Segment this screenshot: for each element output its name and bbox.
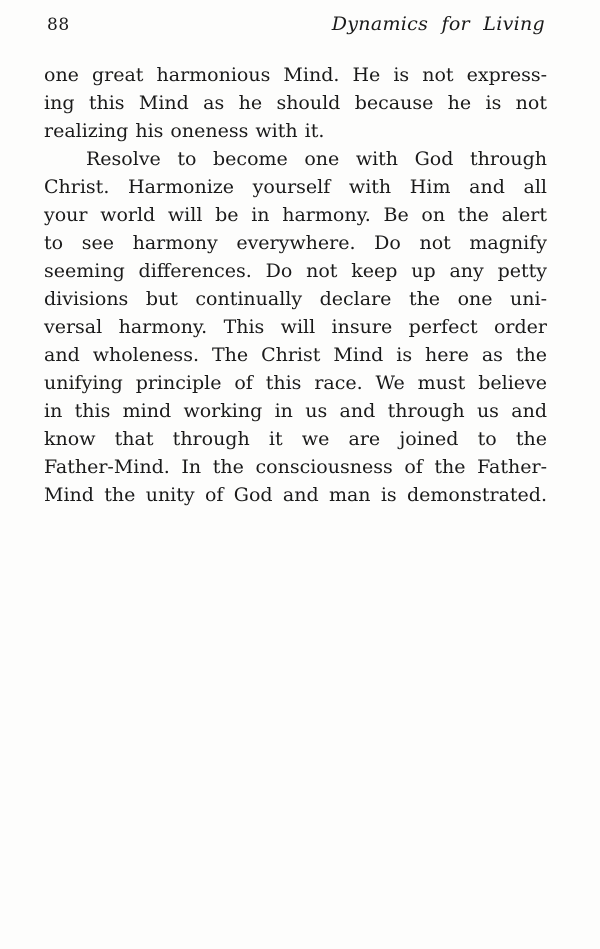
paragraph	[44, 61, 547, 145]
text-line: divisions but continually declare the one uni-	[44, 288, 547, 310]
text-line: to see harmony everywhere. Do not magnify	[44, 232, 547, 254]
text-line: versal harmony. This will insure perfect order	[44, 316, 547, 338]
text-line: your world will be in harmony. Be on the alert	[44, 204, 547, 226]
body-text	[0, 61, 600, 509]
running-title: Dynamics for Living	[331, 13, 545, 35]
text-line: realizing his oneness with it.	[44, 120, 325, 142]
paragraph	[44, 145, 547, 509]
text-line: unifying principle of this race. We must believe	[44, 372, 547, 394]
page-number: 88	[47, 15, 70, 35]
text-line: Resolve to become one with God through	[86, 148, 547, 170]
text-line: know that through it we are joined to the	[44, 428, 547, 450]
text-line: one great harmonious Mind. He is not express-	[44, 64, 547, 86]
text-line: and wholeness. The Christ Mind is here as the	[44, 344, 547, 366]
text-line: in this mind working in us and through us and	[44, 400, 547, 422]
text-line: Mind the unity of God and man is demonstrated.	[44, 484, 547, 506]
text-line: Christ. Harmonize yourself with Him and all	[44, 176, 547, 198]
text-line: seeming differences. Do not keep up any petty	[44, 260, 547, 282]
running-head	[0, 0, 600, 36]
text-line: ing this Mind as he should because he is not	[44, 92, 547, 114]
text-line: Father-Mind. In the consciousness of the Father-	[44, 456, 547, 478]
